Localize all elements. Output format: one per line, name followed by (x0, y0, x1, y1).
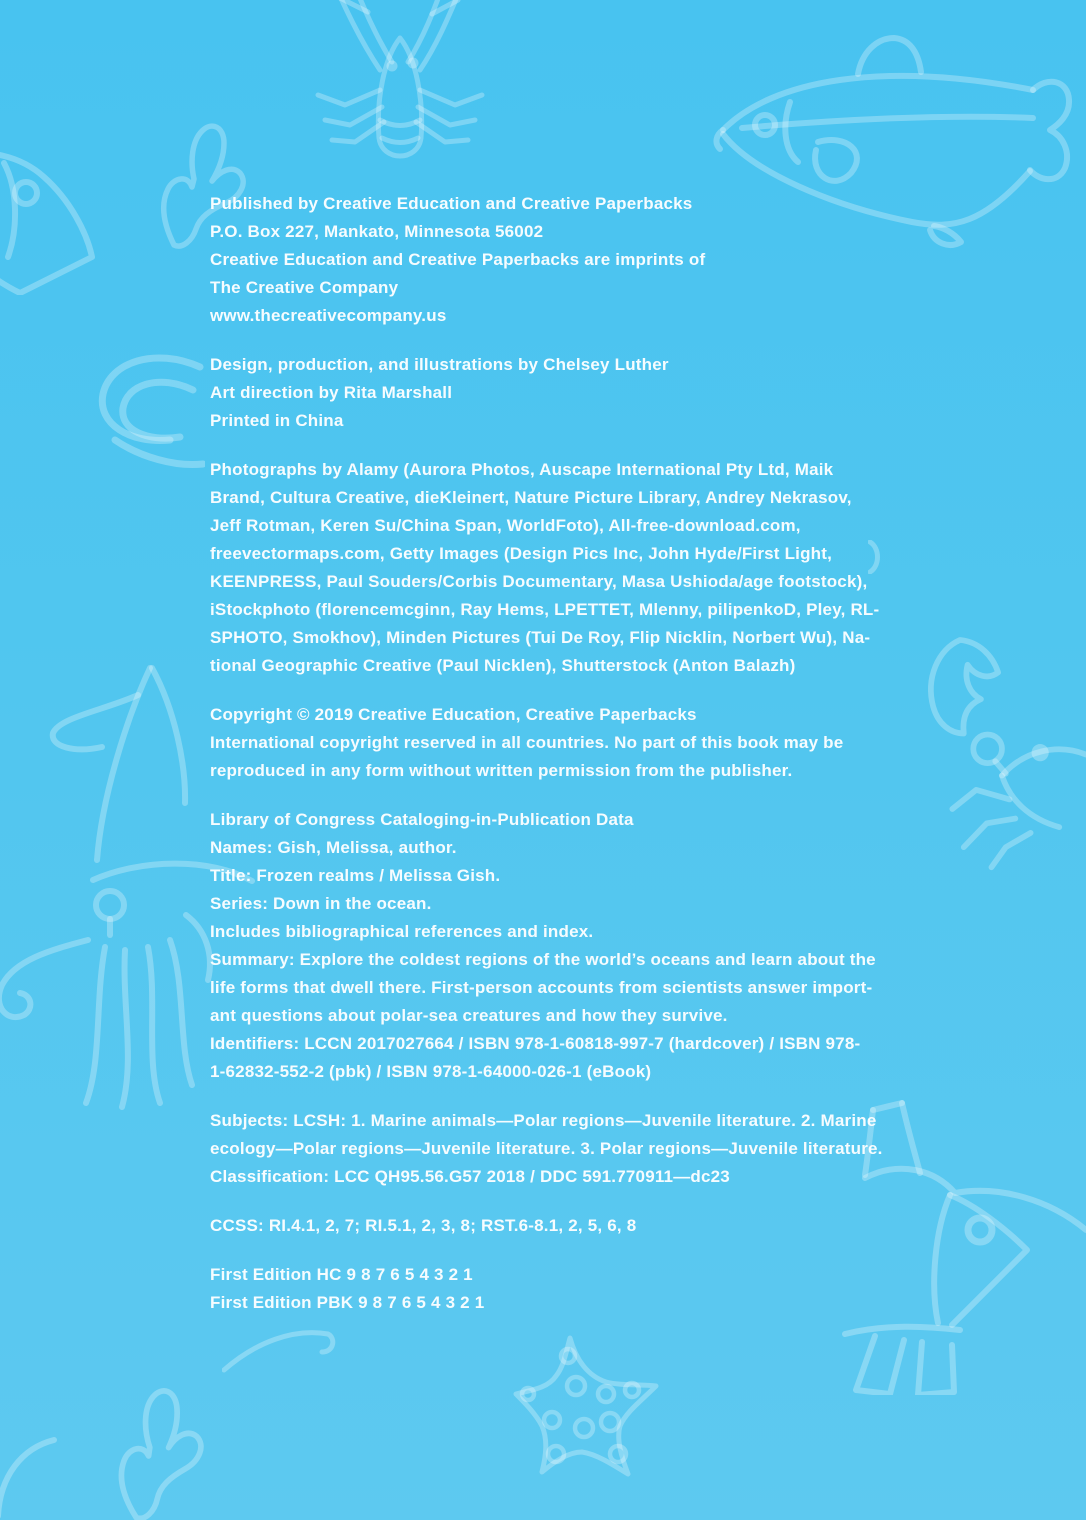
text-line: Summary: Explore the coldest regions of the world’s oceans and learn about the (210, 950, 876, 969)
text-line: tional Geographic Creative (Paul Nicklen), Shutterstock (Anton Balazh) (210, 656, 796, 675)
cip-block (210, 806, 930, 1086)
text-line: KEENPRESS, Paul Souders/Corbis Documentary, Masa Ushioda/age footstock), (210, 572, 868, 591)
copyright-block (210, 701, 930, 785)
isbn-line: 1-62832-552-2 (pbk) / ISBN 978-1-64000-026-1 (eBook) (210, 1062, 652, 1081)
edition-pbk-line: First Edition PBK 9 8 7 6 5 4 3 2 1 (210, 1293, 485, 1312)
text-line: SPHOTO, Smokhov), Minden Pictures (Tui De Roy, Flip Nicklin, Norbert Wu), Na- (210, 628, 871, 647)
fish-left-icon (0, 145, 102, 295)
classification-line: Classification: LCC QH95.56.G57 2018 / DDC 591.770911—dc23 (210, 1167, 730, 1186)
ccss-block (210, 1212, 930, 1240)
text-line: ecology—Polar regions—Juvenile literature. 3. Polar regions—Juvenile literature. (210, 1139, 883, 1158)
text-line: ant questions about polar-sea creatures and how they survive. (210, 1006, 728, 1025)
text-line: Art direction by Rita Marshall (210, 383, 453, 402)
isbn-line: Identifiers: LCCN 2017027664 / ISBN 978-1-60818-997-7 (hardcover) / ISBN 978- (210, 1034, 861, 1053)
starfish-icon (510, 1330, 662, 1490)
text-line: life forms that dwell there. First-person accounts from scientists answer import- (210, 978, 873, 997)
text-line: Jeff Rotman, Keren Su/China Span, WorldFoto), All-free-download.com, (210, 516, 801, 535)
text-line: Subjects: LCSH: 1. Marine animals—Polar regions—Juvenile literature. 2. Marine (210, 1111, 877, 1130)
publisher-block (210, 190, 930, 330)
photographs-block (210, 456, 930, 680)
text-line: Design, production, and illustrations by Chelsey Luther (210, 355, 669, 374)
text-line: Includes bibliographical references and index. (210, 922, 594, 941)
coral-bottom-icon (91, 1374, 230, 1520)
tentacle-arc-icon (222, 1326, 337, 1374)
shell-icon (85, 352, 205, 477)
lobster-icon (280, 0, 520, 200)
website-url: www.thecreativecompany.us (210, 306, 447, 325)
text-line: reproduced in any form without written permission from the publisher. (210, 761, 793, 780)
edition-block (210, 1261, 930, 1317)
ccss-line: CCSS: RI.4.1, 2, 7; RI.5.1, 2, 3, 8; RST.6-8.1, 2, 5, 6, 8 (210, 1216, 637, 1235)
text-line: The Creative Company (210, 278, 399, 297)
credits-block (210, 351, 930, 435)
text-line: Published by Creative Education and Creative Paperbacks (210, 194, 693, 213)
text-line: Series: Down in the ocean. (210, 894, 432, 913)
text-line: Names: Gish, Melissa, author. (210, 838, 457, 857)
colophon (210, 190, 930, 1317)
text-line: Printed in China (210, 411, 344, 430)
copyright-line: Copyright © 2019 Creative Education, Creative Paperbacks (210, 705, 697, 724)
text-line: Photographs by Alamy (Aurora Photos, Auscape International Pty Ltd, Maik (210, 460, 834, 479)
arc-icon (0, 1436, 62, 1520)
text-line: Title: Frozen realms / Melissa Gish. (210, 866, 501, 885)
publisher-address: P.O. Box 227, Mankato, Minnesota 56002 (210, 222, 544, 241)
text-line: International copyright reserved in all countries. No part of this book may be (210, 733, 844, 752)
text-line: iStockphoto (florencemcginn, Ray Hems, LPETTET, Mlenny, pilipenkoD, Pley, RL- (210, 600, 880, 619)
subjects-block (210, 1107, 930, 1191)
text-line: Library of Congress Cataloging-in-Publication Data (210, 810, 634, 829)
text-line: freevectormaps.com, Getty Images (Design Pics Inc, John Hyde/First Light, (210, 544, 833, 563)
edition-hc-line: First Edition HC 9 8 7 6 5 4 3 2 1 (210, 1265, 473, 1284)
text-line: Creative Education and Creative Paperbacks are imprints of (210, 250, 706, 269)
text-line: Brand, Cultura Creative, dieKleinert, Nature Picture Library, Andrey Nekrasov, (210, 488, 852, 507)
